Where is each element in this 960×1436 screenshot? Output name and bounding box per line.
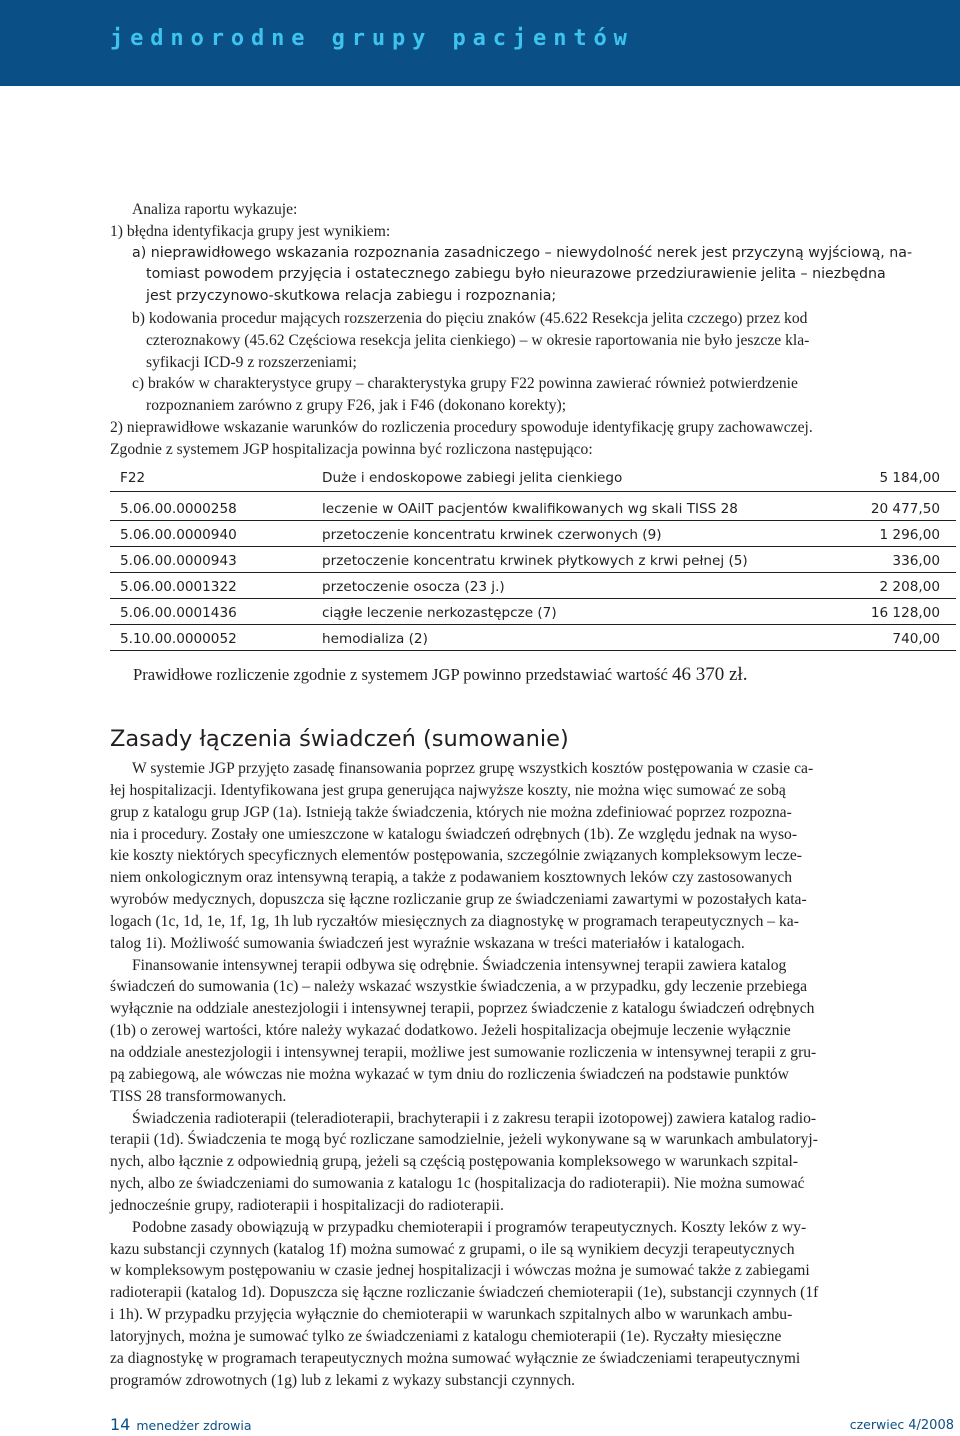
procedure-code: 5.06.00.0001436	[120, 605, 237, 621]
intro-line: Analiza raportu wykazuje:	[132, 201, 298, 218]
body-line: łej hospitalizacji. Identyfikowana jest grupa generująca najwyższe koszty, nie można więc sumować ze sobą	[110, 781, 786, 799]
intro-line: rozpoznaniem zarówno z grupy F26, jak i F46 (dokonano korekty);	[146, 397, 567, 415]
procedure-code: 5.06.00.0000258	[120, 501, 237, 517]
intro-line: 2) nieprawidłowe wskazanie warunków do rozliczenia procedury spowoduje identyfikację grupy zachowawczej.	[110, 418, 813, 436]
group-value: 5 184,00	[879, 470, 940, 486]
body-line: nia i procedury. Zostały one umieszczone w katalogu świadczeń odrębnych (1b). Ze względu jednak na wyso-	[110, 825, 798, 843]
body-line: Podobne zasady obowiązują w przypadku chemioterapii i programów terapeutycznych. Koszty leków z wy-	[132, 1218, 807, 1236]
body-line: nych, albo łącznie z odpowiednią grupą, jeżeli są częścią postępowania kompleksowego w warunkach szpital-	[110, 1153, 799, 1171]
body-line: grup z katalogu grup JGP (1a). Istnieją także świadczenia, których nie można zdefiniować poprzez rozpozna-	[110, 803, 792, 821]
table-header-row	[110, 466, 956, 492]
group-name: Duże i endoskopowe zabiegi jelita cienkiego	[322, 470, 623, 486]
body-line: w kompleksowym postępowaniu w czasie jednej hospitalizacji i wówczas można je sumować także z zabiegami	[110, 1262, 810, 1280]
issue-month: czerwiec	[849, 1417, 905, 1432]
intro-line: Zgodnie z systemem JGP hospitalizacja powinna być rozliczona następująco:	[110, 440, 593, 458]
procedure-description: leczenie w OAiIT pacjentów kwalifikowanych wg skali TISS 28	[322, 501, 738, 517]
body-line: jednocześnie grupy, radioterapii i hospitalizacji do radioterapii.	[110, 1196, 504, 1214]
procedure-value: 1 296,00	[879, 527, 940, 543]
body-line: pą zabiegową, ale wówczas nie można wykazać w tym dniu do rozliczenia świadczeń na podstawie punktów	[110, 1065, 789, 1083]
page-number: 14	[110, 1415, 131, 1434]
table-body	[110, 495, 956, 651]
summary-line	[133, 664, 747, 686]
body-line: TISS 28 transformowanych.	[110, 1087, 287, 1105]
group-code: F22	[120, 470, 146, 486]
procedure-value: 740,00	[892, 631, 940, 647]
body-line: kie koszty niektórych specyficznych elementów postępowania, szczególnie związanych kompleksowym lecze-	[110, 847, 802, 865]
procedure-value: 16 128,00	[870, 605, 940, 621]
procedure-description: ciągłe leczenie nerkozastępcze (7)	[322, 605, 557, 621]
table-row	[110, 599, 956, 625]
issue-number: 4/2008	[908, 1418, 954, 1433]
body-line: W systemie JGP przyjęto zasadę finansowania poprzez grupę wszystkich kosztów postępowania w czasie ca-	[132, 760, 814, 777]
body-text	[110, 758, 956, 1391]
body-line: kazu substancji czynnych (katalog 1f) można sumować z grupami, o ile są wynikiem decyzji terapeutycznych	[110, 1240, 795, 1258]
footer-right	[850, 1417, 954, 1433]
summary-text: Prawidłowe rozliczenie zgodnie z systemem JGP powinno przedstawiać wartość	[133, 665, 672, 684]
intro-text	[110, 199, 956, 461]
intro-line: syfikacji ICD-9 z rozszerzeniami;	[146, 353, 357, 371]
body-line: latoryjnych, można je sumować tylko ze świadczeniami z katalogu chemioterapii (1e). Ryczałty miesięczne	[110, 1327, 782, 1345]
procedure-value: 20 477,50	[870, 501, 940, 517]
footer-left	[110, 1415, 252, 1434]
intro-line: tomiast powodem przyjęcia i ostatecznego zabiegu było nieurazowe przedziurawienie jelita – niezbędna	[146, 266, 886, 283]
table-row	[110, 547, 956, 573]
procedure-code: 5.06.00.0000940	[120, 527, 237, 543]
body-line: Świadczenia radioterapii (teleradioterapii, brachyterapii i z zakresu terapii izotopowej) zawiera katalog radio-	[132, 1109, 817, 1127]
intro-line: c) braków w charakterystyce grupy – charakterystyka grupy F22 powinna zawierać również potwierdzenie	[132, 375, 798, 393]
body-line: nych, albo ze świadczeniami do sumowania z katalogu 1c (hospitalizacja do radioterapii). Nie można sumować	[110, 1175, 805, 1193]
body-line: świadczeń do sumowania (1c) – należy wskazać wszystkie świadczenia, a w przypadku, gdy leczenie przebiega	[110, 978, 808, 996]
table-row	[110, 495, 956, 521]
body-line: programów zdrowotnych (1g) lub z lekami z wykazy substancji czynnych.	[110, 1371, 576, 1389]
procedure-code: 5.06.00.0000943	[120, 553, 237, 569]
header-bar	[0, 0, 960, 86]
procedure-value: 2 208,00	[879, 579, 940, 595]
intro-line: b) kodowania procedur mających rozszerzenia do pięciu znaków (45.622 Resekcja jelita czczego) przez kod	[132, 309, 808, 327]
magazine-name: menedżer zdrowia	[136, 1418, 252, 1433]
body-line: talog 1i). Możliwość sumowania świadczeń jest wyraźnie wskazana w treści materiałów i katalogach.	[110, 934, 745, 952]
procedure-description: przetoczenie osocza (23 j.)	[322, 579, 505, 595]
body-line: radioterapii (katalog 1d). Dopuszcza się łączne rozliczanie świadczeń chemioterapii (1e), substancji czynnych (1f	[110, 1284, 819, 1302]
procedure-description: hemodializa (2)	[322, 631, 428, 647]
body-line: niem onkologicznym oraz intensywną terapią, a także z podawaniem kosztownych leków czy zastosowanych	[110, 869, 792, 887]
body-line: na oddziale anestezjologii i intensywnej terapii, możliwe jest sumowanie rozliczenia w intensywnej terapii z gru-	[110, 1043, 817, 1061]
body-line: i 1h). W przypadku przyjęcia wyłącznie do chemioterapii w warunkach szpitalnych albo w warunkach ambu-	[110, 1306, 793, 1324]
intro-line: 1) błędna identyfikacja grupy jest wynikiem:	[110, 222, 391, 240]
body-line: wyrobów medycznych, dopuszcza się łączne rozliczanie grup ze świadczeniami zawartymi w pozostałych kata-	[110, 891, 807, 909]
intro-line: a) nieprawidłowego wskazania rozpoznania zasadniczego – niewydolność nerek jest przyczyną wyjściową, na-	[132, 244, 913, 261]
table-row	[110, 573, 956, 599]
table-row	[110, 521, 956, 547]
body-line: za diagnostykę w programach terapeutycznych można sumować wyłącznie ze świadczeniami terapeutycznymi	[110, 1349, 801, 1367]
procedure-description: przetoczenie koncentratu krwinek płytkowych z krwi pełnej (5)	[322, 553, 748, 569]
procedure-code: 5.10.00.0000052	[120, 631, 237, 647]
body-line: logach (1c, 1d, 1e, 1f, 1g, 1h lub ryczałtów miesięcznych za diagnostykę w programach terapeutycznych – ka-	[110, 912, 799, 930]
intro-line: jest przyczynowo-skutkowa relacja zabiegu i rozpoznania;	[146, 288, 557, 305]
procedure-value: 336,00	[892, 553, 940, 569]
billing-table	[110, 466, 956, 651]
body-line: wyłącznie na oddziale anestezjologii i intensywnej terapii, poprzez świadczenie z katalogu świadczeń odrębnych	[110, 1000, 815, 1018]
body-line: Finansowanie intensywnej terapii odbywa się odrębnie. Świadczenia intensywnej terapii zawiera katalog	[132, 956, 787, 974]
intro-line: czteroznakowy (45.62 Częściowa resekcja jelita cienkiego) – w okresie raportowania nie było jeszcze kla-	[146, 331, 810, 349]
procedure-code: 5.06.00.0001322	[120, 579, 237, 595]
section-title: jednorodne grupy pacjentów	[110, 26, 634, 51]
body-line: terapii (1d). Świadczenia te mogą być rozliczane samodzielnie, jeżeli wykonywane są w warunkach ambulatoryj-	[110, 1131, 818, 1149]
summary-amount: 46 370 zł.	[671, 664, 748, 685]
body-line: (1b) o zerowej wartości, które należy wykazać dodatkowo. Jeżeli hospitalizacja obejmuje leczenie wyłącznie	[110, 1022, 791, 1040]
table-row	[110, 625, 956, 651]
procedure-description: przetoczenie koncentratu krwinek czerwonych (9)	[322, 527, 662, 543]
section-heading: Zasady łączenia świadczeń (sumowanie)	[110, 726, 569, 752]
